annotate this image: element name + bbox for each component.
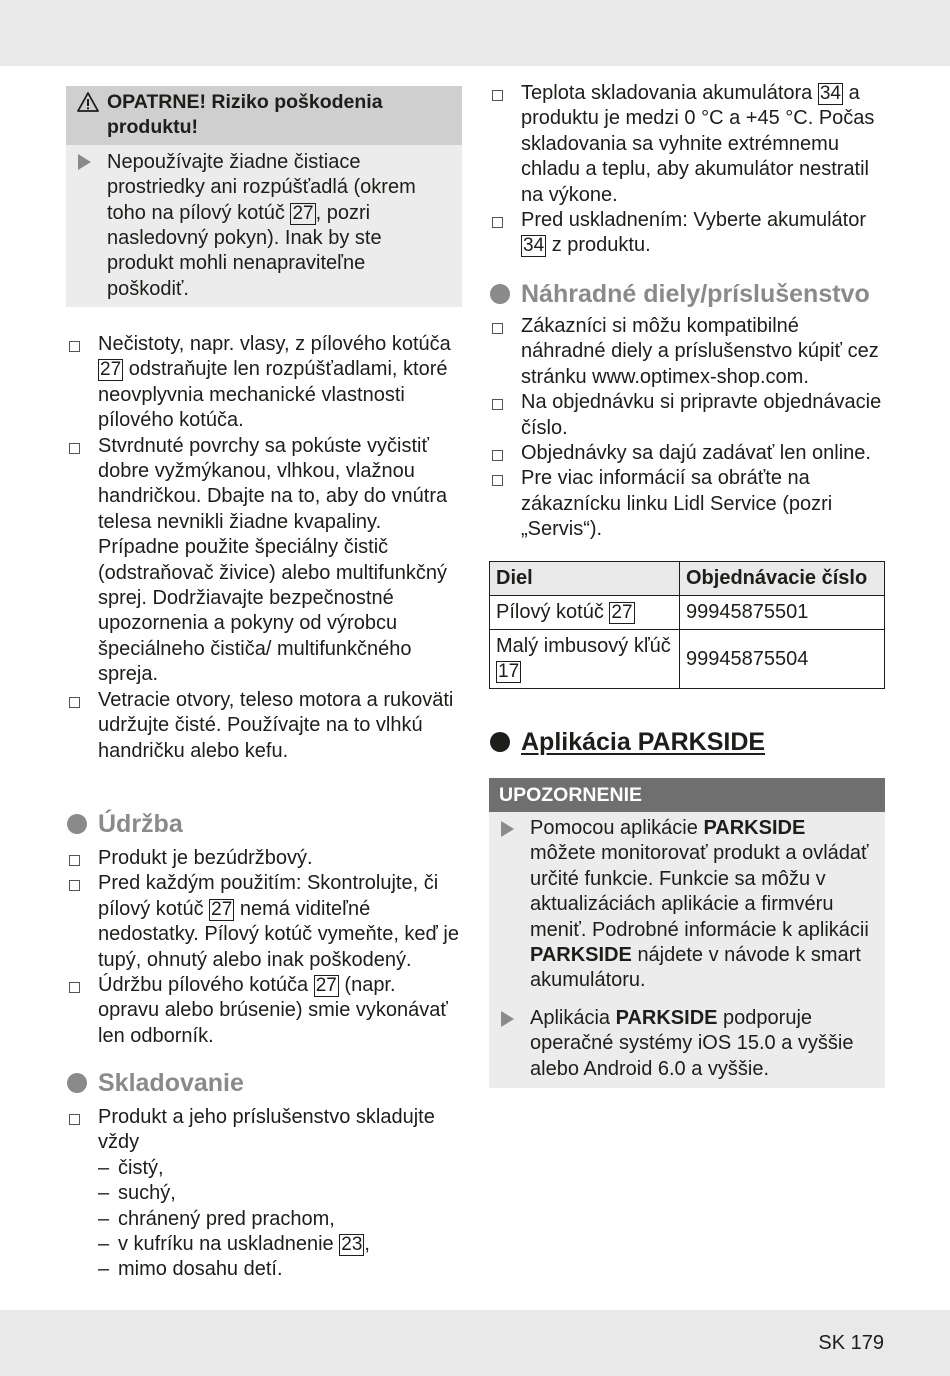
warning-header [66, 86, 462, 145]
page-number: SK 179 [818, 1332, 884, 1354]
table-cell: 99945875504 [680, 630, 885, 689]
sub-list-item: – chránený pred prachom, [98, 1207, 462, 1232]
list-item: Teplota skladovania akumulátora 34 a produktu je medzi 0 °C a +45 °C. Počas skladovania sa vyhnite extrémnemu chladu a teplu, aby akumulátor nestratil na výkone. [489, 81, 885, 208]
reference-number: 27 [611, 602, 633, 623]
note-item: Aplikácia PARKSIDE podporuje operačné systémy iOS 15.0 a vyššie alebo Android 6.0 a vyššie. [489, 998, 885, 1088]
list-item: Pred každým použitím: Skontrolujte, či pílový kotúč 27 nemá viditeľné nedostatky. Pílový kotúč vymeňte, keď je tupý, ohnutý alebo inak poškodený. [66, 871, 462, 973]
reference-number: 34 [523, 235, 545, 257]
bullet-dot-icon [490, 284, 510, 304]
reference-number: 27 [292, 202, 314, 224]
spare-parts-section [489, 279, 885, 543]
list-item: Zákazníci si môžu kompatibilné náhradné diely a príslušenstvo kúpiť cez stránku www.optimex-shop.com. [489, 314, 885, 390]
list-item: Údržbu pílového kotúča 27 (napr. opravu alebo brúsenie) smie vykonávať len odborník. [66, 973, 462, 1049]
warning-body: Nepoužívajte žiadne čistiace prostriedky ani rozpúšťadlá (okrem toho na pílový kotúč 27 , pozri nasledovný pokyn). Inak by ste produkt mohli nenapraviteľne poškodiť. [66, 145, 462, 307]
list-item: Na objednávku si pripravte objednávacie číslo. [489, 390, 885, 441]
arrow-icon [501, 821, 514, 837]
note-item: Pomocou aplikácie PARKSIDE môžete monitorovať produkt a ovládať určité funkcie. Funkcie sa môžu v aktualizáciách aplikácie a firmvéru meniť. Podrobné informácie k aplikácii PARKSIDE nájdete v návode k smart akumulátoru. [489, 812, 885, 998]
list-item: Nečistoty, napr. vlasy, z pílového kotúča 27 odstraňujte len rozpúšťadlami, ktoré neovplyvnia mechanické vlastnosti pílového kotúča. [66, 332, 462, 434]
reference-number: 17 [498, 661, 520, 682]
note-header: UPOZORNENIE [489, 778, 885, 812]
table-cell: 99945875501 [680, 596, 885, 630]
footer-bar [0, 1310, 950, 1376]
sub-list-item: – v kufríku na uskladnenie 23 , [98, 1232, 462, 1257]
parts-table-wrap [489, 561, 885, 689]
list-item: Pre viac informácií sa obráťte na zákaznícku linku Lidl Service (pozri „Servis“). [489, 466, 885, 542]
warning-box [66, 86, 462, 307]
arrow-icon [78, 154, 91, 170]
storage-list-continued [489, 81, 885, 259]
list-item: Vetracie otvory, teleso motora a rukoväti udržujte čisté. Používajte na to vlhkú handričku alebo kefu. [66, 688, 462, 764]
table-header-cell: Diel [490, 562, 680, 596]
header-bar [0, 0, 950, 66]
bullet-dot-icon [67, 1073, 87, 1093]
sub-list-item: – čistý, [98, 1156, 462, 1181]
table-header-cell: Objednávacie číslo [680, 562, 885, 596]
arrow-icon [501, 1011, 514, 1027]
reference-number: 27 [315, 975, 337, 997]
app-section [489, 727, 885, 757]
note-box [489, 778, 885, 1088]
sub-list-item: – suchý, [98, 1181, 462, 1206]
reference-number: 27 [100, 359, 122, 381]
parts-table [489, 561, 885, 689]
list-item: Pred uskladnením: Vyberte akumulátor 34 z produktu. [489, 208, 885, 259]
table-cell: Pílový kotúč 27 [490, 596, 680, 630]
storage-section [66, 1068, 462, 1283]
table-cell: Malý imbusový kľúč 17 [490, 630, 680, 689]
list-item: Stvrdnuté povrchy sa pokúste vyčistiť dobre vyžmýkanou, vlhkou, vlažnou handričkou. Dbajte na to, aby do vnútra telesa nevnikli žiadne kvapaliny. Prípadne použite špeciálny čistič (odstraňovač živice) alebo multifunkčný sprej. Dodržiavajte bezpečnostné upozornenia a pokyny od výrobcu špeciálneho čističa/ multifunkčného spreja. [66, 434, 462, 688]
sub-list-item: – mimo dosahu detí. [98, 1257, 462, 1282]
table-header-row [490, 562, 885, 596]
table-row [490, 596, 885, 630]
table-row [490, 630, 885, 689]
list-item: Produkt je bezúdržbový. [66, 846, 462, 871]
section-heading: Aplikácia PARKSIDE [489, 727, 885, 757]
reference-number: 23 [341, 1234, 363, 1256]
section-heading: Skladovanie [66, 1068, 462, 1098]
section-heading: Náhradné diely/príslušenstvo [489, 279, 885, 309]
bullet-dot-icon [67, 814, 87, 834]
list-item: Objednávky sa dajú zadávať len online. [489, 441, 885, 466]
list-item: Produkt a jeho príslušenstvo skladujte vždy – čistý, – suchý, – chránený pred prachom, – v kufríku na uskladnenie 23 , – mimo dosahu detí. [66, 1105, 462, 1283]
cleaning-list [66, 332, 462, 764]
warning-title: OPATRNE! Riziko poškodenia produktu! [107, 91, 383, 139]
bullet-dot-icon [490, 732, 510, 752]
maintenance-section [66, 809, 462, 1049]
warning-triangle-icon [77, 91, 99, 113]
reference-number: 34 [819, 83, 841, 104]
section-heading: Údržba [66, 809, 462, 839]
reference-number: 27 [211, 898, 233, 920]
